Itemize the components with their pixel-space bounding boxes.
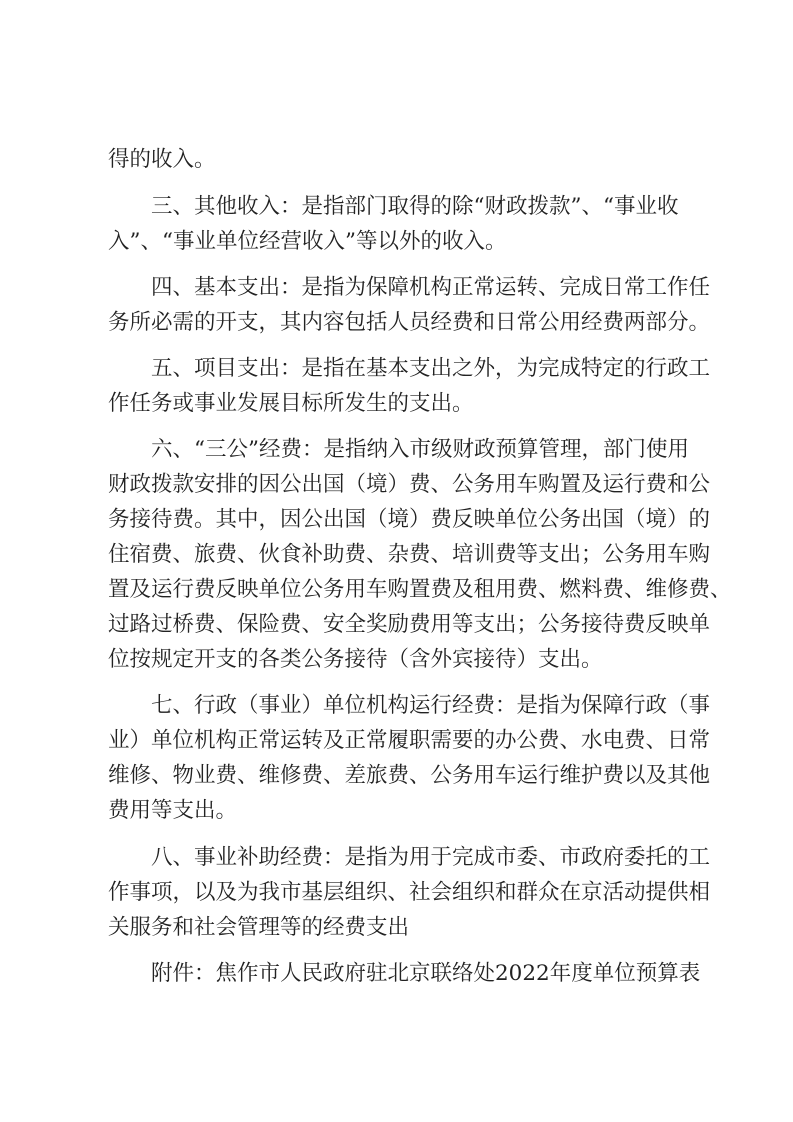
text-line: 务所必需的开支，其内容包括人员经费和日常公用经费两部分。 (108, 310, 711, 335)
text-line: 财政拨款安排的因公出国（境）费、公务用车购置及运行费和公 (108, 472, 711, 497)
text-line: 关服务和社会管理等的经费支出 (108, 915, 410, 940)
text-line: 作事项，以及为我市基层组织、社会组织和群众在京活动提供相 (108, 880, 711, 905)
text-line: 五、项目支出：是指在基本支出之外，为完成特定的行政工 (151, 356, 711, 381)
text-line: 六、“三公”经费：是指纳入市级财政预算管理，部门使用 (151, 437, 689, 462)
text-line: 务接待费。其中，因公出国（境）费反映单位公务出国（境）的 (108, 507, 711, 532)
text-line: 费用等支出。 (108, 798, 238, 823)
text-line: 八、事业补助经费：是指为用于完成市委、市政府委托的工 (151, 845, 711, 870)
text-line: 业）单位机构正常运转及正常履职需要的办公费、水电费、日常 (108, 728, 711, 753)
text-line: 维修、物业费、维修费、差旅费、公务用车运行维护费以及其他 (108, 763, 711, 788)
text-line: 七、行政（事业）单位机构运行经费：是指为保障行政（事 (151, 693, 711, 718)
text-line: 过路过桥费、保险费、安全奖励费用等支出；公务接待费反映单 (108, 612, 711, 637)
text-line: 置及运行费反映单位公务用车购置费及租用费、燃料费、维修费、 (108, 577, 732, 602)
text-line: 位按规定开支的各类公务接待（含外宾接待）支出。 (108, 647, 603, 672)
text-line: 入”、“事业单位经营收入”等以外的收入。 (108, 229, 507, 254)
text-line: 三、其他收入：是指部门取得的除“财政拨款”、“事业收 (151, 194, 679, 219)
attachment-line: 附件：焦作市人民政府驻北京联络处2022年度单位预算表 (151, 961, 701, 986)
text-line: 住宿费、旅费、伙食补助费、杂费、培训费等支出；公务用车购 (108, 542, 711, 567)
text-line: 作任务或事业发展目标所发生的支出。 (108, 391, 474, 416)
text-line: 四、基本支出：是指为保障机构正常运转、完成日常工作任 (151, 275, 711, 300)
text-line: 得的收入。 (108, 147, 216, 172)
